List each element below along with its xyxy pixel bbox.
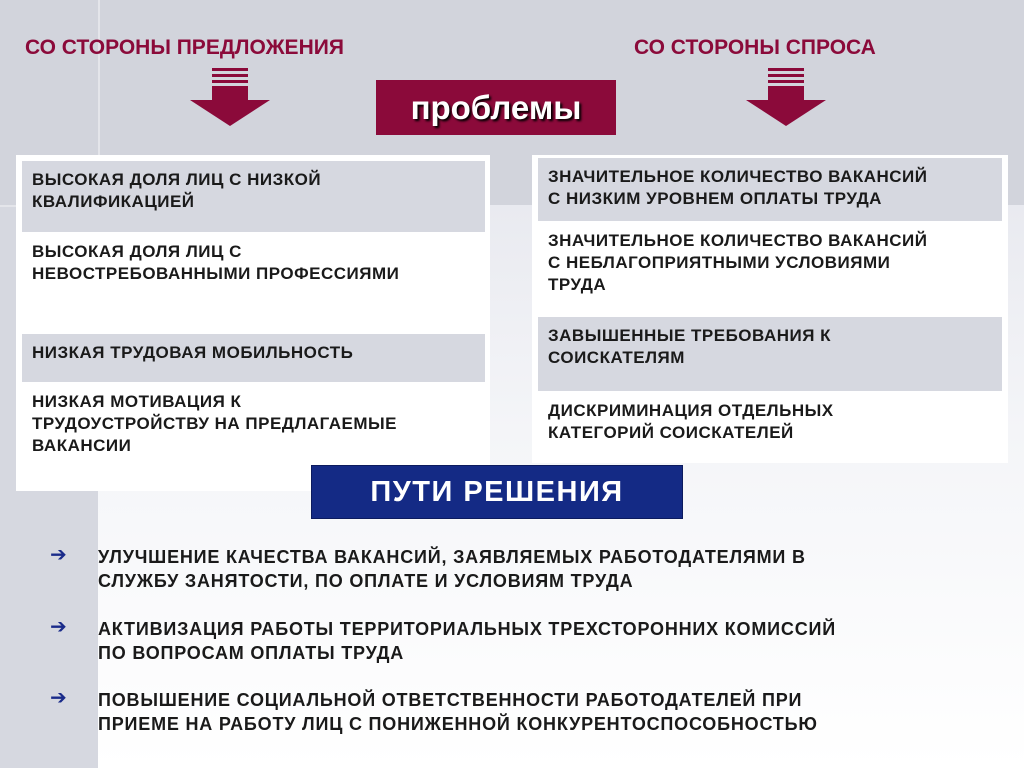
problems-badge: проблемы (376, 80, 616, 135)
right-arrow-icon: ➔ (50, 544, 67, 566)
right-arrow-icon: ➔ (50, 616, 67, 638)
supply-problem-item: ВЫСОКАЯ ДОЛЯ ЛИЦ С НИЗКОЙ КВАЛИФИКАЦИЕЙ (22, 161, 485, 232)
solution-item (50, 545, 980, 593)
demand-problem-item: ДИСКРИМИНАЦИЯ ОТДЕЛЬНЫХ КАТЕГОРИЙ СОИСКАТЕЛЕЙ (548, 401, 834, 442)
solution-text: АКТИВИЗАЦИЯ РАБОТЫ ТЕРРИТОРИАЛЬНЫХ ТРЕХСТОРОННИХ КОМИССИЙ ПО ВОПРОСАМ ОПЛАТЫ ТРУДА (98, 619, 836, 663)
solution-item (50, 617, 980, 665)
solutions-badge: ПУТИ РЕШЕНИЯ (311, 465, 683, 519)
solution-item (50, 688, 980, 736)
demand-problem-item: ЗАВЫШЕННЫЕ ТРЕБОВАНИЯ К СОИСКАТЕЛЯМ (538, 317, 1002, 391)
demand-problems-list (532, 155, 1008, 463)
demand-problem-item: ЗНАЧИТЕЛЬНОЕ КОЛИЧЕСТВО ВАКАНСИЙ С НЕБЛАГОПРИЯТНЫМИ УСЛОВИЯМИ ТРУДА (548, 231, 928, 294)
solution-text: УЛУЧШЕНИЕ КАЧЕСТВА ВАКАНСИЙ, ЗАЯВЛЯЕМЫХ РАБОТОДАТЕЛЯМИ В СЛУЖБУ ЗАНЯТОСТИ, ПО ОПЛАТЕ И УСЛОВИЯМ ТРУДА (98, 547, 806, 591)
supply-problem-item: НИЗКАЯ МОТИВАЦИЯ К ТРУДОУСТРОЙСТВУ НА ПРЕДЛАГАЕМЫЕ ВАКАНСИИ (32, 392, 397, 455)
right-arrow-icon: ➔ (50, 687, 67, 709)
demand-side-title: СО СТОРОНЫ СПРОСА (634, 36, 876, 59)
down-arrow-icon (190, 68, 270, 126)
down-arrow-icon (746, 68, 826, 126)
supply-side-title: СО СТОРОНЫ ПРЕДЛОЖЕНИЯ (25, 36, 344, 59)
solution-text: ПОВЫШЕНИЕ СОЦИАЛЬНОЙ ОТВЕТСТВЕННОСТИ РАБОТОДАТЕЛЕЙ ПРИ ПРИЕМЕ НА РАБОТУ ЛИЦ С ПОНИЖЕННОЙ КОНКУРЕНТОСПОСОБНОСТЬЮ (98, 690, 818, 734)
supply-problems-list (16, 155, 490, 491)
demand-problem-item: ЗНАЧИТЕЛЬНОЕ КОЛИЧЕСТВО ВАКАНСИЙ С НИЗКИМ УРОВНЕМ ОПЛАТЫ ТРУДА (538, 158, 1002, 221)
supply-problem-item: НИЗКАЯ ТРУДОВАЯ МОБИЛЬНОСТЬ (22, 334, 485, 382)
supply-problem-item: ВЫСОКАЯ ДОЛЯ ЛИЦ С НЕВОСТРЕБОВАННЫМИ ПРОФЕССИЯМИ (32, 242, 400, 283)
